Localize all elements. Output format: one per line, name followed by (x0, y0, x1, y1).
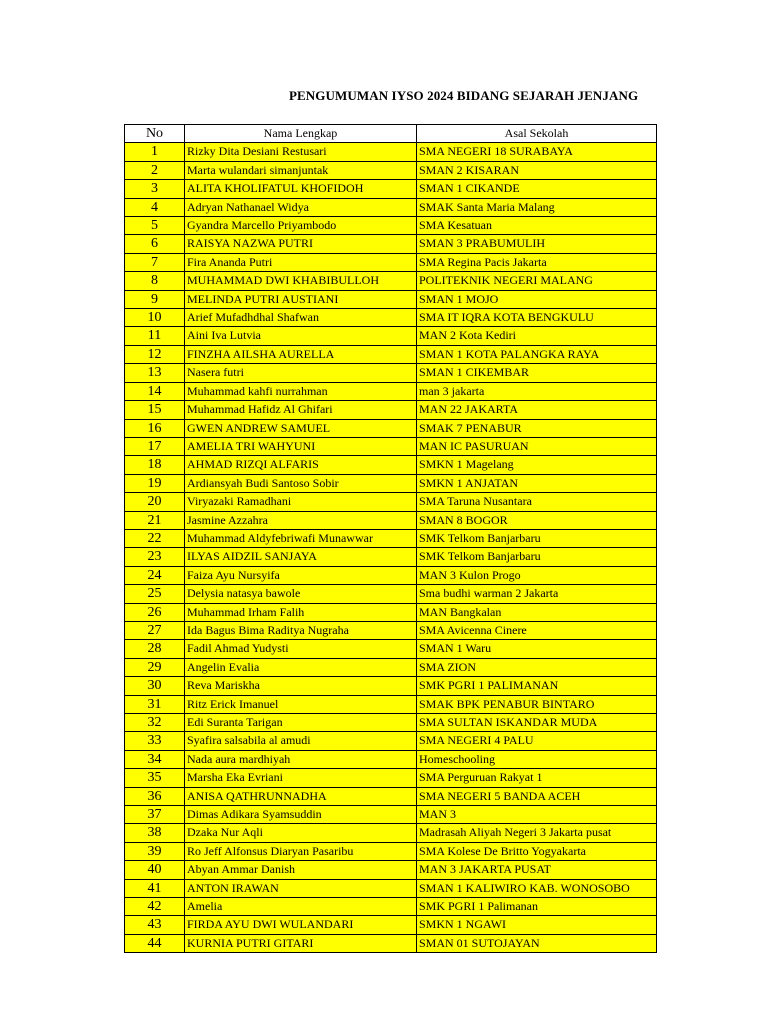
cell-school: SMAN 1 CIKANDE (417, 180, 657, 198)
cell-name: Rizky Dita Desiani Restusari (185, 143, 417, 161)
cell-name: Nasera futri (185, 364, 417, 382)
cell-school: SMA NEGERI 5 BANDA ACEH (417, 787, 657, 805)
cell-no: 38 (125, 824, 185, 842)
cell-name: ANISA QATHRUNNADHA (185, 787, 417, 805)
table-row (125, 529, 657, 547)
table-row (125, 180, 657, 198)
cell-name: Nada aura mardhiyah (185, 750, 417, 768)
table-row (125, 714, 657, 732)
cell-no: 42 (125, 898, 185, 916)
cell-no: 27 (125, 621, 185, 639)
cell-school: SMAN 01 SUTOJAYAN (417, 934, 657, 952)
cell-school: SMAN 1 KALIWIRO KAB. WONOSOBO (417, 879, 657, 897)
cell-no: 31 (125, 695, 185, 713)
cell-no: 30 (125, 677, 185, 695)
cell-school: SMAN 3 PRABUMULIH (417, 235, 657, 253)
cell-no: 36 (125, 787, 185, 805)
cell-name: Edi Suranta Tarigan (185, 714, 417, 732)
cell-name: Delysia natasya bawole (185, 585, 417, 603)
cell-school: SMA Taruna Nusantara (417, 493, 657, 511)
cell-name: Muhammad Hafidz Al Ghifari (185, 401, 417, 419)
cell-name: Ritz Erick Imanuel (185, 695, 417, 713)
cell-name: FINZHA AILSHA AURELLA (185, 345, 417, 363)
table-row (125, 677, 657, 695)
cell-name: Muhammad Irham Falih (185, 603, 417, 621)
table-row (125, 290, 657, 308)
table-row (125, 585, 657, 603)
table-row (125, 861, 657, 879)
cell-school: SMA IT IQRA KOTA BENGKULU (417, 309, 657, 327)
table-row (125, 493, 657, 511)
table-row (125, 474, 657, 492)
cell-name: Amelia (185, 898, 417, 916)
cell-name: Ardiansyah Budi Santoso Sobir (185, 474, 417, 492)
cell-school: SMA NEGERI 4 PALU (417, 732, 657, 750)
cell-school: MAN IC PASURUAN (417, 437, 657, 455)
cell-name: Adryan Nathanael Widya (185, 198, 417, 216)
cell-no: 24 (125, 566, 185, 584)
cell-no: 39 (125, 842, 185, 860)
cell-no: 9 (125, 290, 185, 308)
table-row (125, 842, 657, 860)
cell-school: SMAN 1 KOTA PALANGKA RAYA (417, 345, 657, 363)
cell-name: ANTON IRAWAN (185, 879, 417, 897)
cell-school: MAN 3 JAKARTA PUSAT (417, 861, 657, 879)
cell-school: Sma budhi warman 2 Jakarta (417, 585, 657, 603)
cell-school: man 3 jakarta (417, 382, 657, 400)
table-row (125, 621, 657, 639)
table-row (125, 566, 657, 584)
table-row (125, 382, 657, 400)
table-row (125, 437, 657, 455)
cell-no: 1 (125, 143, 185, 161)
cell-name: AHMAD RIZQI ALFARIS (185, 456, 417, 474)
cell-school: SMA ZION (417, 658, 657, 676)
cell-no: 13 (125, 364, 185, 382)
cell-no: 28 (125, 640, 185, 658)
cell-no: 12 (125, 345, 185, 363)
cell-name: Arief Mufadhdhal Shafwan (185, 309, 417, 327)
cell-no: 32 (125, 714, 185, 732)
cell-no: 14 (125, 382, 185, 400)
cell-school: SMAN 1 MOJO (417, 290, 657, 308)
participants-table (124, 124, 657, 953)
cell-school: SMAN 2 KISARAN (417, 161, 657, 179)
table-row (125, 143, 657, 161)
cell-no: 21 (125, 511, 185, 529)
header-name: Nama Lengkap (185, 125, 417, 143)
cell-name: Syafira salsabila al amudi (185, 732, 417, 750)
table-row (125, 603, 657, 621)
page-title: PENGUMUMAN IYSO 2024 BIDANG SEJARAH JENJANG (289, 88, 639, 103)
cell-name: Muhammad Aldyfebriwafi Munawwar (185, 529, 417, 547)
table-row (125, 695, 657, 713)
table-row (125, 217, 657, 235)
cell-no: 6 (125, 235, 185, 253)
table-row (125, 879, 657, 897)
table-row (125, 658, 657, 676)
table-row (125, 934, 657, 952)
table-row (125, 198, 657, 216)
cell-no: 18 (125, 456, 185, 474)
cell-no: 44 (125, 934, 185, 952)
cell-no: 29 (125, 658, 185, 676)
cell-school: Homeschooling (417, 750, 657, 768)
cell-school: SMA Regina Pacis Jakarta (417, 253, 657, 271)
cell-no: 5 (125, 217, 185, 235)
cell-no: 4 (125, 198, 185, 216)
table-row (125, 272, 657, 290)
cell-name: Ida Bagus Bima Raditya Nugraha (185, 621, 417, 639)
cell-no: 22 (125, 529, 185, 547)
cell-no: 35 (125, 769, 185, 787)
table-row (125, 548, 657, 566)
cell-school: MAN 22 JAKARTA (417, 401, 657, 419)
table-row (125, 732, 657, 750)
cell-name: ALITA KHOLIFATUL KHOFIDOH (185, 180, 417, 198)
table-row (125, 511, 657, 529)
cell-school: SMAK BPK PENABUR BINTARO (417, 695, 657, 713)
cell-name: Jasmine Azzahra (185, 511, 417, 529)
table-row (125, 235, 657, 253)
cell-no: 37 (125, 806, 185, 824)
cell-school: SMA Avicenna Cinere (417, 621, 657, 639)
cell-school: SMKN 1 ANJATAN (417, 474, 657, 492)
table-row (125, 787, 657, 805)
cell-no: 3 (125, 180, 185, 198)
cell-no: 16 (125, 419, 185, 437)
cell-school: MAN Bangkalan (417, 603, 657, 621)
cell-name: RAISYA NAZWA PUTRI (185, 235, 417, 253)
cell-no: 20 (125, 493, 185, 511)
cell-school: MAN 3 (417, 806, 657, 824)
cell-name: ILYAS AIDZIL SANJAYA (185, 548, 417, 566)
cell-name: Ro Jeff Alfonsus Diaryan Pasaribu (185, 842, 417, 860)
cell-name: Faiza Ayu Nursyifa (185, 566, 417, 584)
table-row (125, 750, 657, 768)
cell-name: Abyan Ammar Danish (185, 861, 417, 879)
cell-school: SMA SULTAN ISKANDAR MUDA (417, 714, 657, 732)
table-row (125, 769, 657, 787)
cell-name: Aini Iva Lutvia (185, 327, 417, 345)
table-row (125, 401, 657, 419)
cell-no: 8 (125, 272, 185, 290)
table-row (125, 806, 657, 824)
cell-name: Reva Mariskha (185, 677, 417, 695)
cell-school: SMAK 7 PENABUR (417, 419, 657, 437)
table-row (125, 916, 657, 934)
table-row (125, 640, 657, 658)
cell-no: 34 (125, 750, 185, 768)
cell-name: GWEN ANDREW SAMUEL (185, 419, 417, 437)
cell-school: MAN 3 Kulon Progo (417, 566, 657, 584)
cell-school: Madrasah Aliyah Negeri 3 Jakarta pusat (417, 824, 657, 842)
cell-name: Dimas Adikara Syamsuddin (185, 806, 417, 824)
cell-no: 40 (125, 861, 185, 879)
cell-name: Muhammad kahfi nurrahman (185, 382, 417, 400)
cell-no: 17 (125, 437, 185, 455)
cell-name: Dzaka Nur Aqli (185, 824, 417, 842)
cell-name: Angelin Evalia (185, 658, 417, 676)
cell-school: SMA Perguruan Rakyat 1 (417, 769, 657, 787)
table-row (125, 345, 657, 363)
cell-name: Fadil Ahmad Yudysti (185, 640, 417, 658)
cell-school: SMA NEGERI 18 SURABAYA (417, 143, 657, 161)
cell-school: SMK PGRI 1 Palimanan (417, 898, 657, 916)
cell-name: MUHAMMAD DWI KHABIBULLOH (185, 272, 417, 290)
cell-no: 33 (125, 732, 185, 750)
cell-school: SMA Kesatuan (417, 217, 657, 235)
cell-name: Gyandra Marcello Priyambodo (185, 217, 417, 235)
table-row (125, 824, 657, 842)
cell-name: KURNIA PUTRI GITARI (185, 934, 417, 952)
cell-name: FIRDA AYU DWI WULANDARI (185, 916, 417, 934)
cell-school: MAN 2 Kota Kediri (417, 327, 657, 345)
table-row (125, 364, 657, 382)
header-row (125, 125, 657, 143)
cell-school: SMA Kolese De Britto Yogyakarta (417, 842, 657, 860)
cell-school: SMK PGRI 1 PALIMANAN (417, 677, 657, 695)
cell-school: SMKN 1 Magelang (417, 456, 657, 474)
cell-name: Viryazaki Ramadhani (185, 493, 417, 511)
table-row (125, 327, 657, 345)
cell-no: 15 (125, 401, 185, 419)
cell-name: AMELIA TRI WAHYUNI (185, 437, 417, 455)
cell-no: 41 (125, 879, 185, 897)
table-header (125, 125, 657, 143)
cell-school: SMK Telkom Banjarbaru (417, 548, 657, 566)
table-row (125, 419, 657, 437)
cell-no: 19 (125, 474, 185, 492)
cell-school: SMKN 1 NGAWI (417, 916, 657, 934)
cell-school: SMAK Santa Maria Malang (417, 198, 657, 216)
header-no: No (125, 125, 185, 143)
cell-no: 23 (125, 548, 185, 566)
cell-no: 43 (125, 916, 185, 934)
cell-no: 2 (125, 161, 185, 179)
cell-no: 7 (125, 253, 185, 271)
cell-school: SMAN 1 Waru (417, 640, 657, 658)
header-school: Asal Sekolah (417, 125, 657, 143)
cell-no: 25 (125, 585, 185, 603)
cell-name: Marsha Eka Evriani (185, 769, 417, 787)
cell-name: MELINDA PUTRI AUSTIANI (185, 290, 417, 308)
cell-no: 26 (125, 603, 185, 621)
table-row (125, 253, 657, 271)
cell-school: SMK Telkom Banjarbaru (417, 529, 657, 547)
table-row (125, 456, 657, 474)
cell-school: SMAN 1 CIKEMBAR (417, 364, 657, 382)
cell-no: 10 (125, 309, 185, 327)
cell-no: 11 (125, 327, 185, 345)
table-row (125, 309, 657, 327)
table-row (125, 161, 657, 179)
table-row (125, 898, 657, 916)
cell-school: POLITEKNIK NEGERI MALANG (417, 272, 657, 290)
cell-name: Marta wulandari simanjuntak (185, 161, 417, 179)
cell-name: Fira Ananda Putri (185, 253, 417, 271)
table-body (125, 143, 657, 953)
cell-school: SMAN 8 BOGOR (417, 511, 657, 529)
